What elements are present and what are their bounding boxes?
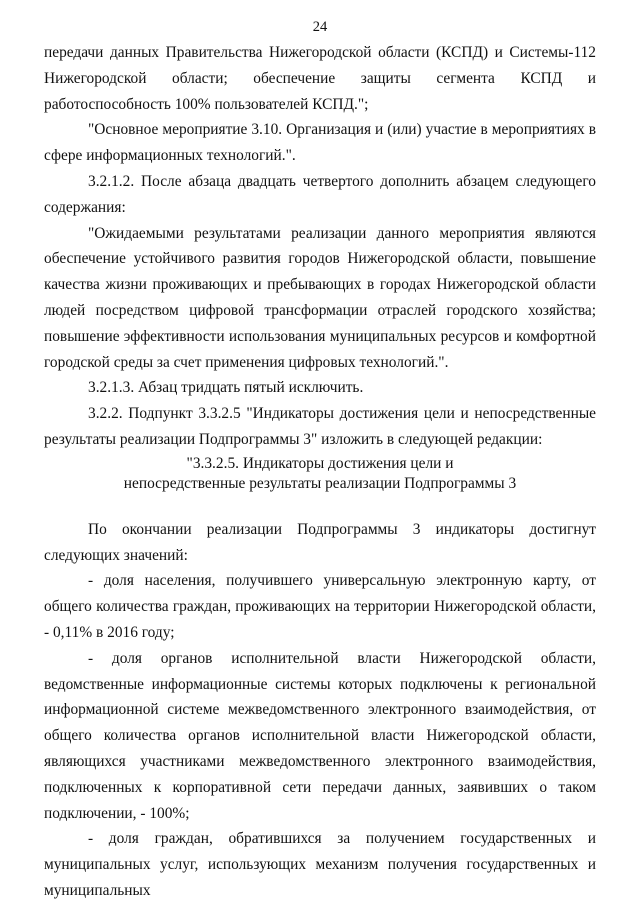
paragraph-indicator-ecard: - доля населения, получившего универсальную электронную карту, от общего количества граждан, проживающих на территории Нижегородской области, - 0,11% в 2016 году;: [44, 572, 596, 641]
section-heading: [44, 454, 596, 494]
section-heading-line-1: "3.3.2.5. Индикаторы достижения цели и: [186, 454, 454, 472]
paragraph-3-2-2: 3.2.2. Подпункт 3.3.2.5 "Индикаторы достижения цели и непосредственные результаты реализации Подпрограммы 3" изложить в следующей редакции:: [44, 405, 596, 448]
page-number: 24: [312, 19, 328, 35]
document-body: [44, 40, 596, 904]
paragraph-indicator-citizens: - доля граждан, обратившихся за получением государственных и муниципальных услуг, использующих механизм получения государственных и муниципальных: [44, 830, 596, 899]
paragraph-indicators-intro: По окончании реализации Подпрограммы 3 индикаторы достигнут следующих значений:: [44, 520, 596, 564]
section-heading-line-2: непосредственные результаты реализации Подпрограммы 3: [123, 474, 517, 492]
paragraph-expected-results: "Ожидаемыми результатами реализации данного мероприятия являются обеспечение устойчивого развития городов Нижегородской области, повышение качества жизни проживающих и пребывающих в городах Нижегородской области людей посредством цифровой трансформации отраслей городского хозяйства; повышение эффективности использования муниципальных ресурсов и комфортной городской среды за счет применения цифровых технологий.".: [44, 224, 596, 371]
paragraph-main-event-3-10: "Основное мероприятие 3.10. Организация и (или) участие в мероприятиях в сфере информационных технологий.".: [44, 121, 596, 165]
paragraph-3-2-1-3: 3.2.1.3. Абзац тридцать пятый исключить.: [88, 379, 364, 397]
paragraph-indicator-authorities: - доля органов исполнительной власти Нижегородской области, ведомственные информационные системы которых подключены к региональной информационной системе межведомственного электронного взаимодействия, от общего количества органов исполнительной власти Нижегородской области, являющихся участниками межведомственного электронного взаимодействия, подключенных к корпоративной сети передачи данных, заявивших о таком подключении, - 100%;: [44, 649, 596, 822]
paragraph-continuation: передачи данных Правительства Нижегородской области (КСПД) и Системы-112 Нижегородской области; обеспечение защиты сегмента КСПД и работоспособность 100% пользователей КСПД.";: [44, 44, 596, 113]
paragraph-3-2-1-2: 3.2.1.2. После абзаца двадцать четвертого дополнить абзацем следующего содержания:: [44, 172, 596, 216]
